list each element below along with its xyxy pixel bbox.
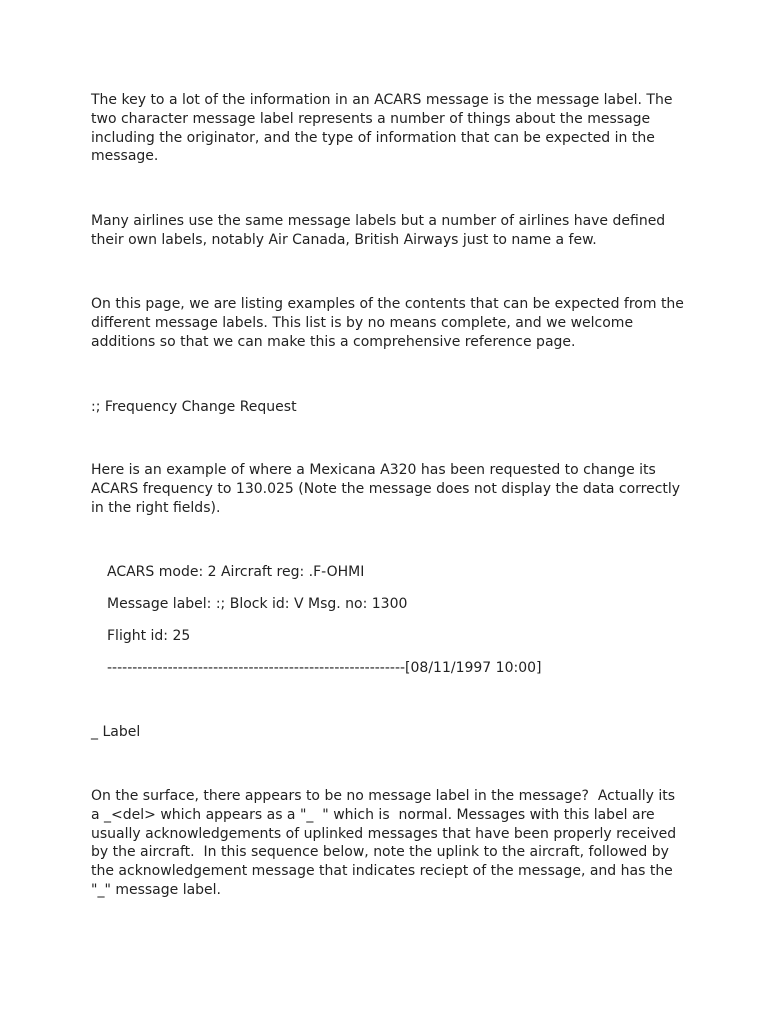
underscore-label-heading: _ Label — [91, 724, 141, 740]
airlines-paragraph: Many airlines use the same message labels but a number of airlines have defined their own labels, notably Air Canada, British Airways just to name a few. — [91, 213, 666, 248]
listing-paragraph: On this page, we are listing examples of the contents that can be expected from the different message labels. This list is by no means complete, and we welcome additions so that we can make this a comprehensive reference page. — [91, 296, 684, 350]
message-line-flight-id: Flight id: 25 — [107, 628, 191, 644]
frequency-change-heading: :; Frequency Change Request — [91, 399, 297, 415]
message-line-label-block: Message label: :; Block id: V Msg. no: 1300 — [107, 596, 408, 612]
frequency-change-description: Here is an example of where a Mexicana A320 has been requested to change its ACARS frequency to 130.025 (Note the message does not display the data correctly in the right fields). — [91, 462, 681, 516]
message-line-timestamp: -----------------------------------------------------------[08/11/1997 10:00] — [107, 660, 542, 676]
underscore-label-description: On the surface, there appears to be no message label in the message? Actually its a _<del> which appears as a "_ " which is normal. Messages with this label are usually acknowledgements of uplinked messages that have been properly received by the aircraft. In this sequence below, note the uplink to the aircraft, followed by the acknowledgement message that indicates reciept of the message, and has the "_" message label. — [91, 788, 677, 898]
message-line-mode-reg: ACARS mode: 2 Aircraft reg: .F-OHMI — [107, 564, 365, 580]
intro-paragraph: The key to a lot of the information in an ACARS message is the message label. The two character message label represents a number of things about the message including the originator, and the type of information that can be expected in the message. — [91, 92, 673, 165]
